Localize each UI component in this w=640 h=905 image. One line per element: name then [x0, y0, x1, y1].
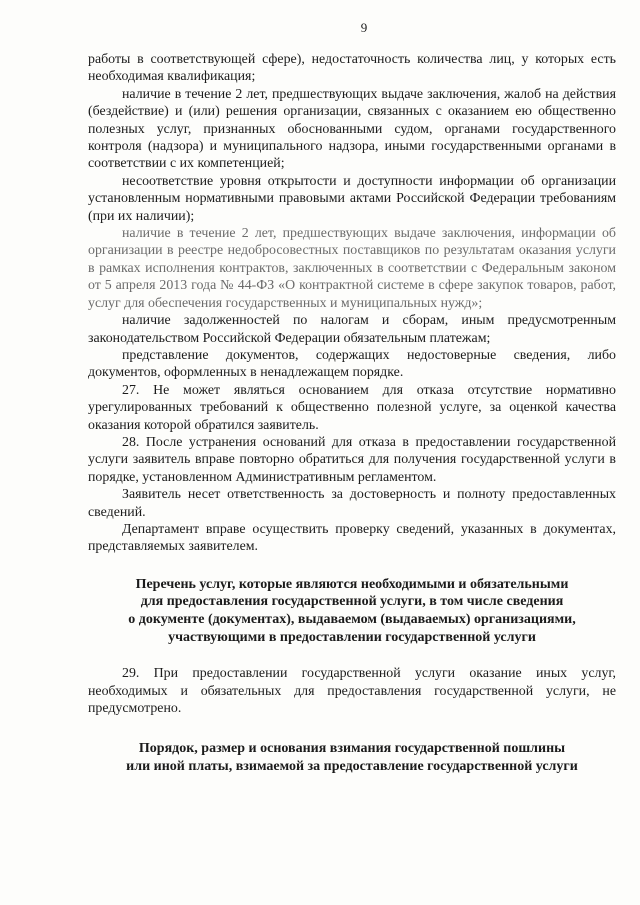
heading-line: для предоставления государственной услуги, в том числе сведения	[140, 594, 564, 610]
heading-line: о документе (документах), выдаваемом (выдаваемых) организациями,	[128, 611, 576, 627]
paragraph-openness: несоответствие уровня открытости и доступности информации об организации установленным нормативными правовыми актами Российской Федерации требованиям (при их наличии);	[88, 173, 616, 224]
heading-line: или иной платы, взимаемой за предоставление государственной услуги	[126, 758, 578, 774]
heading-line: участвующими в предоставлении государственной услуги	[168, 629, 536, 645]
paragraph-unfair-suppliers: наличие в течение 2 лет, предшествующих выдаче заключения, информации об организации в реестре недобросовестных поставщиков по результатам оказания услуги в рамках исполнения контрактов, заключенных в соответствии с Федеральным законом от 5 апреля 2013 года № 44-ФЗ «О контрактной системе в сфере закупок товаров, работ, услуг для обеспечения государственных и муниципальных нужд»;	[88, 226, 616, 311]
paragraph-29: 29. При предоставлении государственной услуги оказание иных услуг, необходимых и обязательных для предоставления государственной услуги, не предусмотрено.	[88, 666, 616, 716]
paragraph-false-documents: представление документов, содержащих недостоверные сведения, либо документов, оформленных в ненадлежащем порядке.	[88, 347, 616, 381]
heading-line: Порядок, размер и основания взимания государственной пошлины	[138, 741, 566, 757]
paragraph-continuation: работы в соответствующей сфере), недостаточность количества лиц, у которых есть необходимая квалификация;	[88, 52, 616, 85]
paragraph-tax-debts: наличие задолженностей по налогам и сборам, иным предусмотренным законодательством Российской Федерации обязательным платежам;	[88, 313, 616, 346]
heading-line: Перечень услуг, которые являются необходимыми и обязательными	[135, 576, 569, 592]
body-text-top	[88, 51, 616, 556]
paragraph-department-verification: Департамент вправе осуществить проверку сведений, указанных в документах, представляемых заявителем.	[88, 521, 616, 555]
section-heading-state-fee	[88, 740, 616, 775]
page-number: 9	[360, 20, 368, 35]
section-heading-required-services	[88, 576, 616, 646]
paragraph-27: 27. Не может являться основанием для отказа отсутствие нормативно урегулированных требований к общественно полезной услуге, за оценкой качества оказания которой обратился заявитель.	[88, 382, 616, 433]
paragraph-28: 28. После устранения оснований для отказа в предоставлении государственной услуги заявитель вправе повторно обратиться для получения государственной услуги в порядке, установленном Административным регламентом.	[88, 434, 616, 485]
paragraph-applicant-responsibility: Заявитель несет ответственность за достоверность и полноту предоставленных сведений.	[88, 487, 616, 520]
paragraph-complaints: наличие в течение 2 лет, предшествующих выдаче заключения, жалоб на действия (бездействие) и (или) решения организации, связанных с оказанием ею общественно полезных услуг, признанных обоснованными судом, органами государственного контроля (надзора) и муниципального надзора, иными государственными органами в соответствии с их компетенцией;	[88, 86, 616, 172]
body-text-29	[88, 665, 616, 717]
